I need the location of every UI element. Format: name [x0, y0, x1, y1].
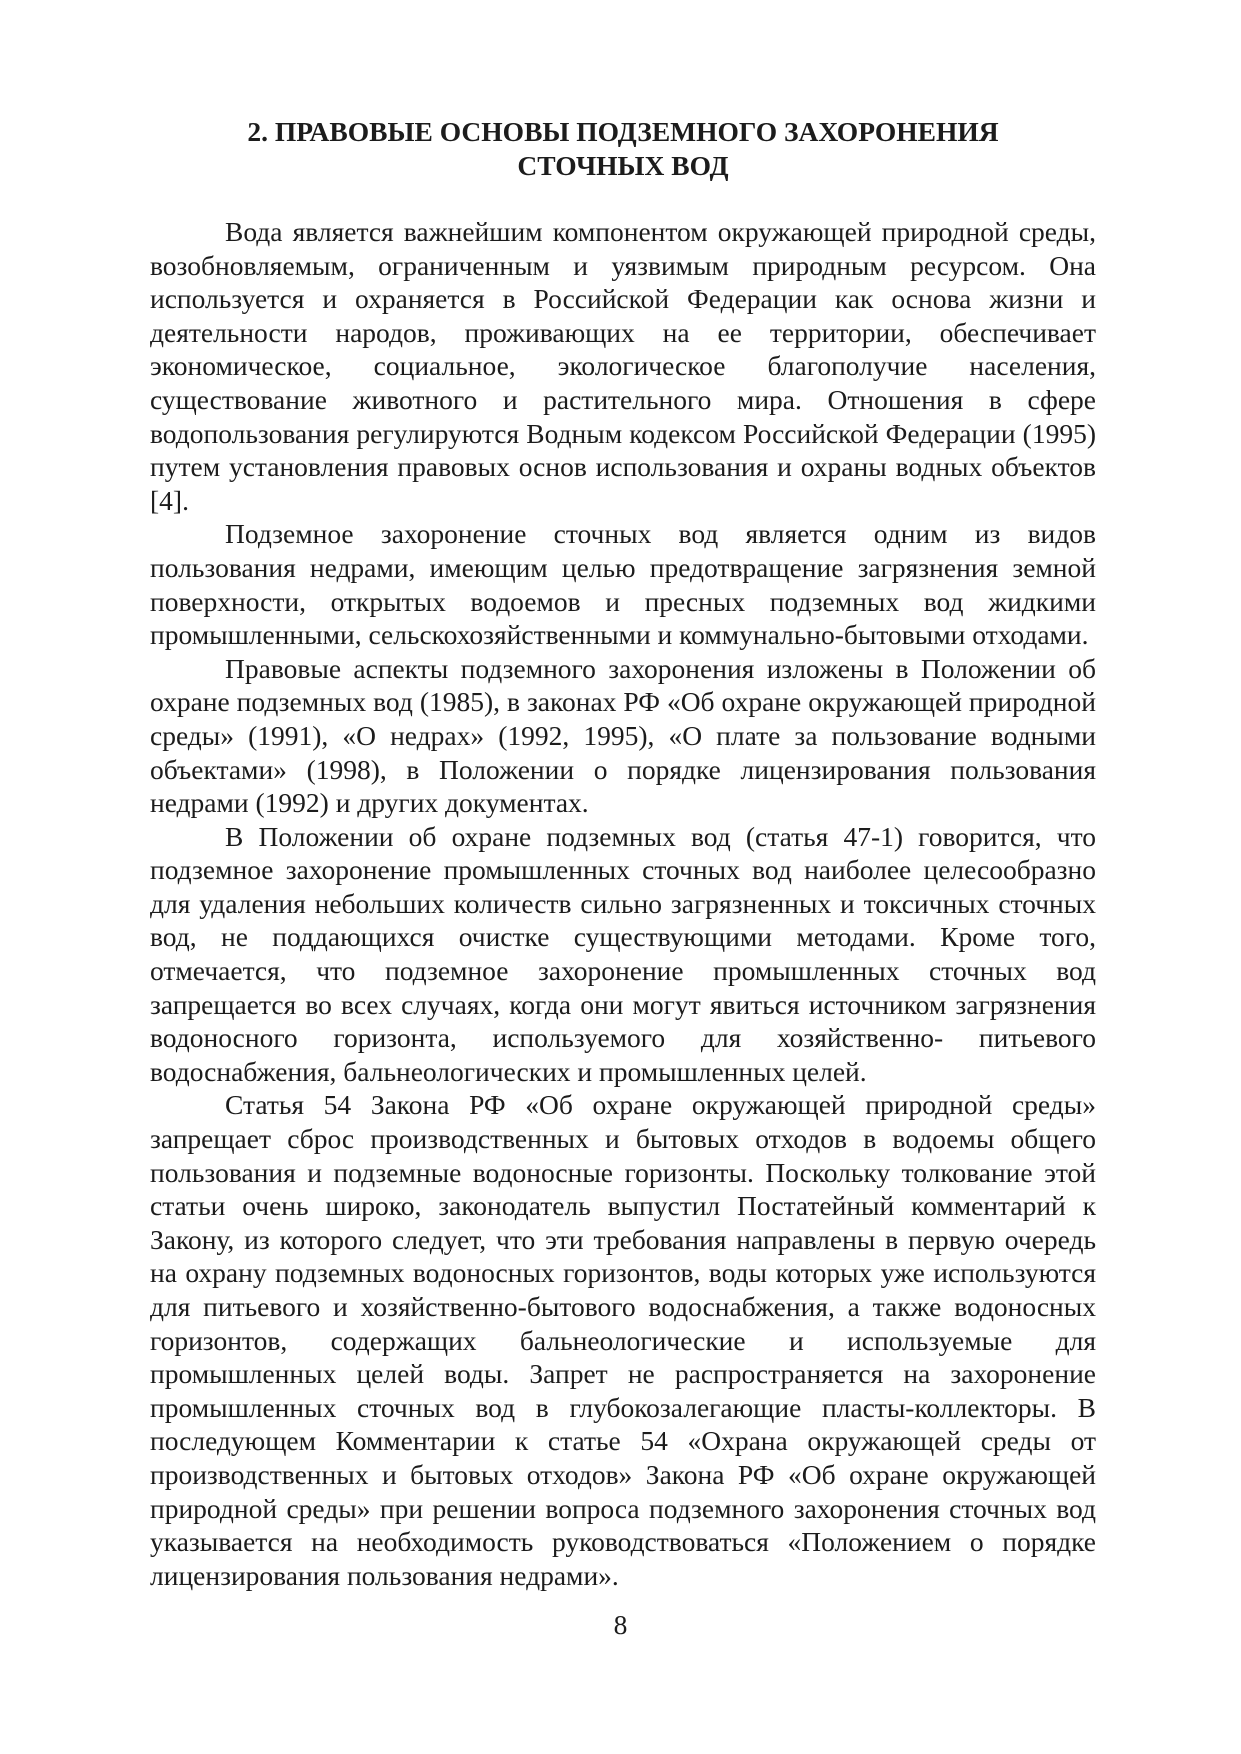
paragraph-4: В Положении об охране подземных вод (статья 47-1) говорится, что подземное захоронение промышленных сточных вод наиболее целесообразно для удаления небольших количеств сильно загрязненных и токсичных сточных вод, не поддающихся очистке существующими методами. Кроме того, отмечается, что подземное захоронение промышленных сточных вод запрещается во всех случаях, когда они могут явиться источником загрязнения водоносного горизонта, используемого для хозяйственно- питьевого водоснабжения, бальнеологических и промышленных целей. [150, 820, 1096, 1087]
document-page [150, 115, 1096, 1592]
page-number: 8 [613, 1609, 628, 1640]
section-title-line-2: СТОЧНЫХ ВОД [517, 150, 729, 181]
section-title-line-1: 2. ПРАВОВЫЕ ОСНОВЫ ПОДЗЕМНОГО ЗАХОРОНЕНИЯ [247, 116, 999, 147]
section-title [150, 115, 1096, 183]
paragraph-2: Подземное захоронение сточных вод является одним из видов пользования недрами, имеющим целью предотвращение загрязнения земной поверхности, открытых водоемов и пресных подземных вод жидкими промышленными, сельскохозяйственными и коммунально-бытовыми отходами. [150, 518, 1096, 651]
paragraph-5: Статья 54 Закона РФ «Об охране окружающей природной среды» запрещает сброс производственных и бытовых отходов в водоемы общего пользования и подземные водоносные горизонты. Поскольку толкование этой статьи очень широко, законодатель выпустил Постатейный комментарий к Закону, из которого следует, что эти требования направлены в первую очередь на охрану подземных водоносных горизонтов, воды которых уже используются для питьевого и хозяйственно-бытового водоснабжения, а также водоносных горизонтов, содержащих бальнеологические и используемые для промышленных целей воды. Запрет не распространяется на захоронение промышленных сточных вод в глубокозалегающие пласты-коллекторы. В последующем Комментарии к статье 54 «Охрана окружающей среды от производственных и бытовых отходов» Закона РФ «Об охране окружающей природной среды» при решении вопроса подземного захоронения сточных вод указывается на необходимость руководствоваться «Положением о порядке лицензирования пользования недрами». [150, 1089, 1096, 1591]
paragraph-3: Правовые аспекты подземного захоронения изложены в Положении об охране подземных вод (1985), в законах РФ «Об охране окружающей природной среды» (1991), «О недрах» (1992, 1995), «О плате за пользование водными объектами» (1998), в Положении о порядке лицензирования пользования недрами (1992) и других документах. [150, 652, 1096, 819]
paragraph-1: Вода является важнейшим компонентом окружающей природной среды, возобновляемым, ограниченным и уязвимым природным ресурсом. Она используется и охраняется в Российской Федерации как основа жизни и деятельности народов, проживающих на ее территории, обеспечивает экономическое, социальное, экологическое благополучие населения, существование животного и растительного мира. Отношения в сфере водопользования регулируются Водным кодексом Российской Федерации (1995) путем установления правовых основ использования и охраны водных объектов [4]. [150, 216, 1096, 516]
